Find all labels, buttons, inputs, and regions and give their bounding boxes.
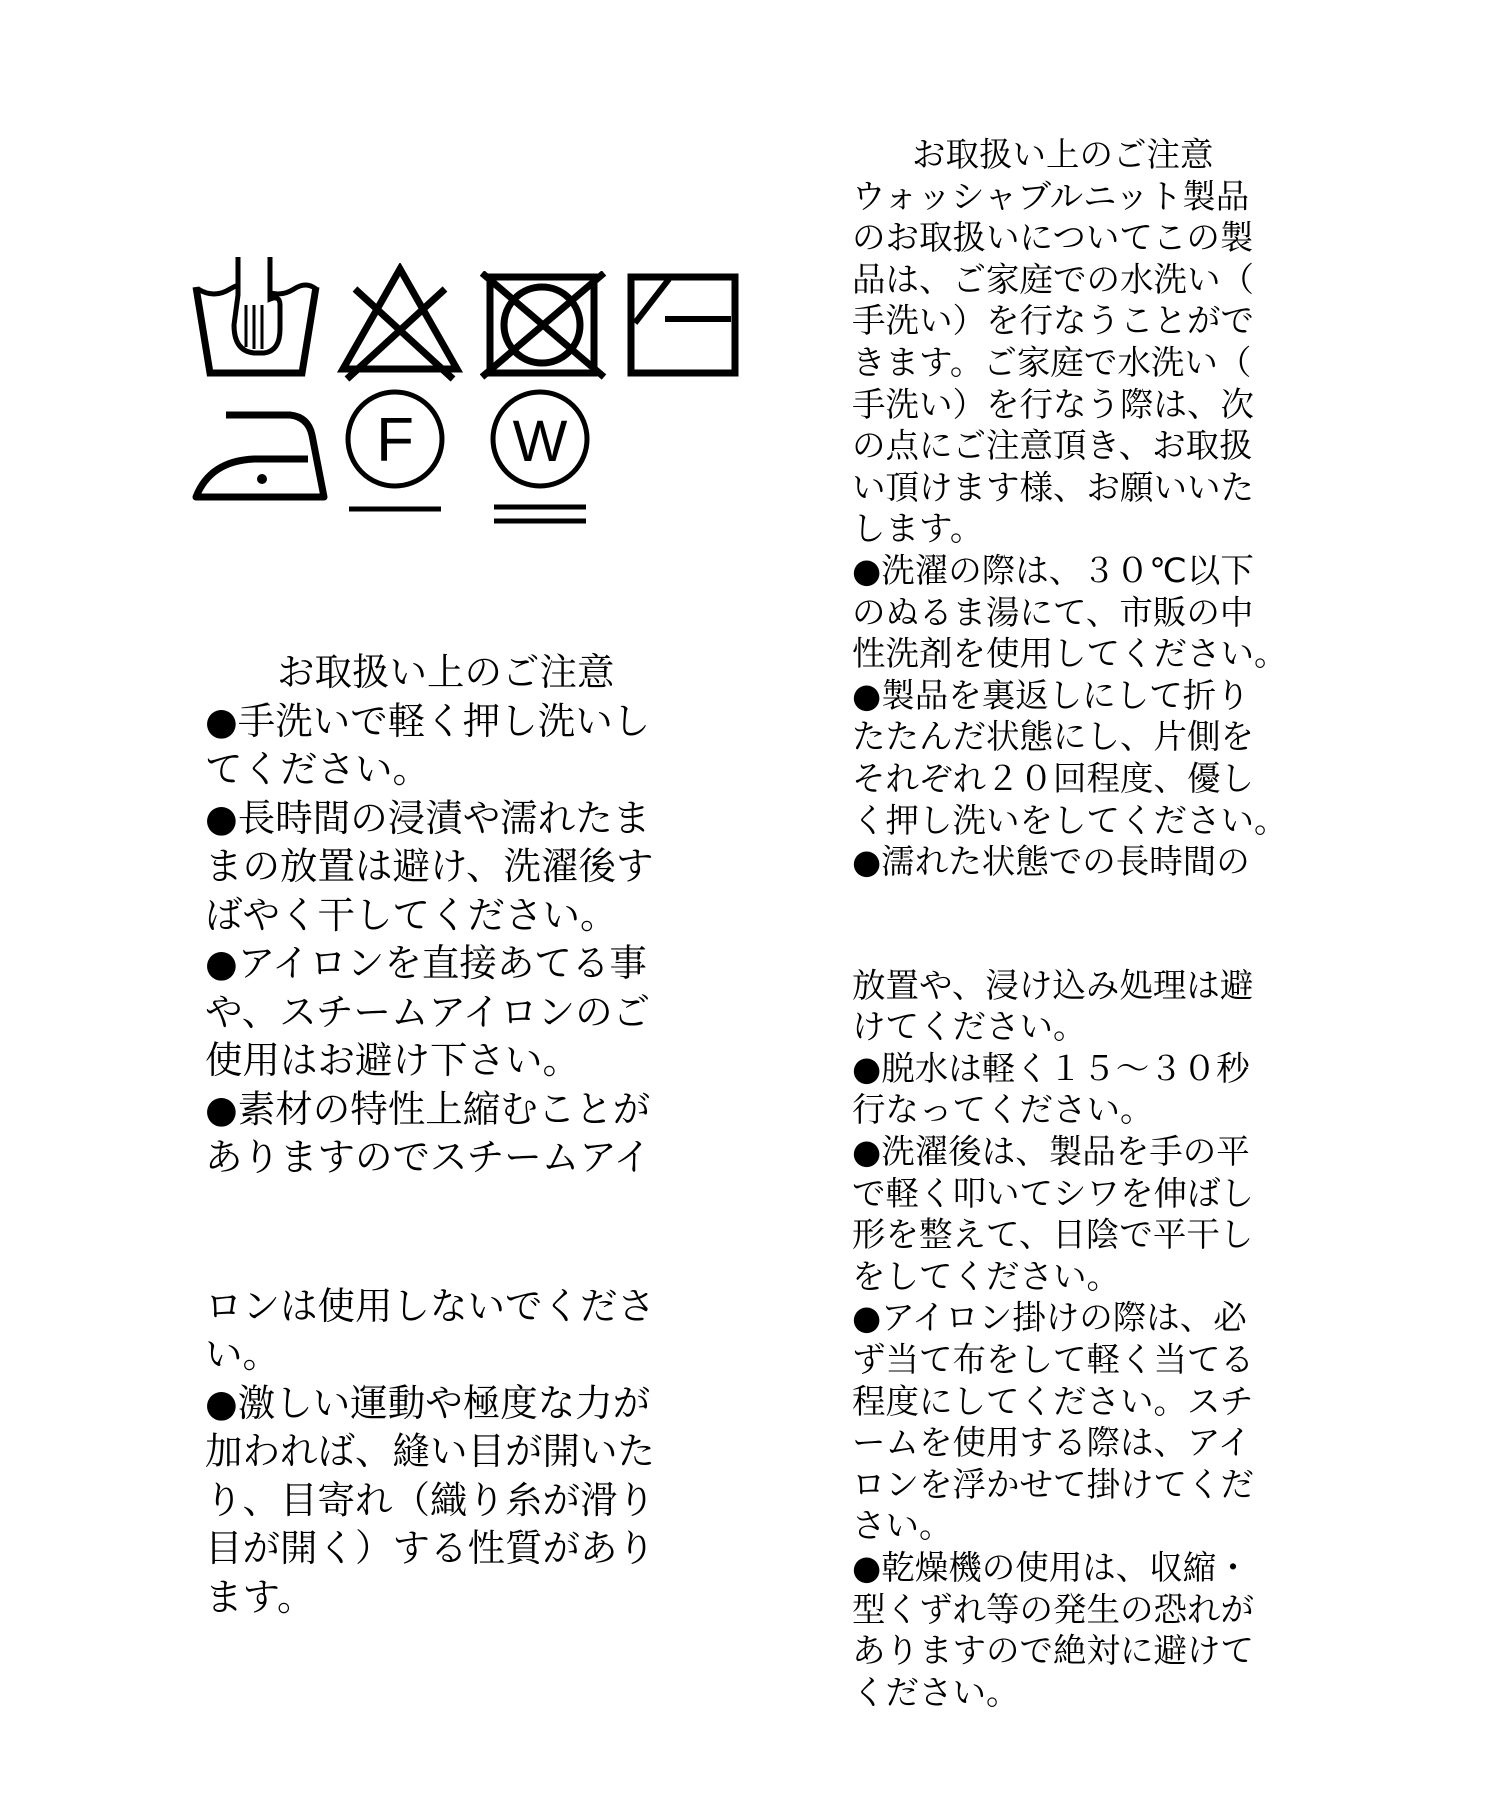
notice-line: で軽く叩いてシワを伸ばし [852, 1173, 1254, 1213]
notice-line: まの放置は避け、洗濯後す [205, 844, 654, 888]
notice-line: ●激しい運動や極度な力が [205, 1380, 651, 1425]
notice-line: たたんだ状態にし、片側を [852, 717, 1254, 757]
notice-line: 程度にしてください。スチ [852, 1381, 1254, 1421]
notice-line: をしてください。 [852, 1256, 1120, 1296]
notice-line: ●洗濯の際は、３０℃以下 [852, 550, 1254, 590]
right-notice-block-1 [852, 176, 1322, 883]
dry-clean-f-icon [335, 385, 455, 515]
notice-line: ありますので絶対に避けて [852, 1631, 1254, 1671]
notice-line: ●アイロン掛けの際は、必 [852, 1298, 1247, 1338]
notice-line: や、スチームアイロンのご [205, 989, 651, 1034]
notice-line: けてください。 [852, 1007, 1087, 1047]
iron-low-icon [190, 405, 330, 505]
notice-line: ●脱水は軽く１５～３０秒 [852, 1048, 1250, 1088]
notice-line: ます。 [205, 1574, 315, 1619]
notice-line: 加われば、縫い目が開いた [205, 1429, 655, 1473]
notice-line: 手洗い）を行なう際は、次 [852, 384, 1254, 424]
hand-wash-icon [190, 255, 330, 385]
no-bleach-icon [335, 263, 465, 383]
left-notice-title: お取扱い上のご注意 [277, 650, 615, 694]
notice-line: ばやく干してください。 [205, 892, 618, 937]
notice-line: 手洗い）を行なうことがで [852, 301, 1254, 341]
notice-line: さい。 [852, 1506, 953, 1546]
notice-line: ロンを浮かせて掛けてくだ [852, 1464, 1254, 1504]
right-care-notice [852, 134, 1322, 1713]
wet-clean-w-icon [480, 385, 600, 530]
notice-line: 行なってください。 [852, 1090, 1154, 1130]
notice-line: のお取扱いについてこの製 [852, 218, 1254, 258]
notice-line: ●乾燥機の使用は、収縮・ [852, 1548, 1250, 1587]
notice-line: い。 [205, 1332, 280, 1376]
notice-line: 形を整えて、日陰で平干し [852, 1215, 1254, 1255]
notice-line: ●アイロンを直接あてる事 [205, 941, 647, 985]
right-notice-block-2 [852, 965, 1322, 1714]
notice-line: ありますのでスチームアイ [205, 1135, 651, 1179]
notice-line: きます。ご家庭で水洗い（ [852, 342, 1252, 382]
notice-line: のぬるま湯にて、市販の中 [852, 592, 1254, 632]
notice-line: ウォッシャブルニット製品 [852, 176, 1250, 216]
notice-line: 目が開く）する性質があり [205, 1526, 655, 1570]
notice-line: ●手洗いで軽く押し洗いし [205, 698, 651, 743]
notice-line: それぞれ２０回程度、優し [852, 758, 1254, 798]
notice-line: ●洗濯後は、製品を手の平 [852, 1132, 1250, 1172]
notice-line: り、目寄れ（織り糸が滑り [205, 1477, 655, 1522]
notice-line: ず当て布をして軽く当てる [852, 1340, 1254, 1380]
care-symbols [190, 255, 750, 535]
notice-line: ●製品を裏返しにして折り [852, 675, 1250, 715]
notice-line: い頂けます様、お願いいた [852, 467, 1254, 507]
notice-line: ロンは使用しないでくださ [205, 1283, 655, 1328]
right-notice-title: お取扱い上のご注意 [912, 135, 1214, 174]
notice-line: ●濡れた状態での長時間の [852, 842, 1250, 882]
notice-line: 品は、ご家庭での水洗い（ [852, 259, 1254, 299]
no-tumble-dry-icon [480, 271, 610, 381]
left-notice-block-1 [205, 697, 740, 1182]
notice-line: 使用はお避け下さい。 [205, 1038, 580, 1082]
notice-line: く押し洗いをしてください。 [852, 800, 1288, 840]
line-dry-icon [625, 271, 745, 381]
notice-line: ください。 [852, 1672, 1020, 1712]
notice-line: します。 [852, 509, 984, 549]
left-care-notice [205, 648, 740, 1621]
dry-clean-f-letter: F [376, 406, 414, 475]
notice-line: ●長時間の浸漬や濡れたま [205, 795, 651, 840]
left-notice-block-2 [205, 1282, 740, 1622]
notice-line: 型くずれ等の発生の恐れが [852, 1589, 1254, 1629]
notice-line: 性洗剤を使用してください。 [852, 634, 1288, 674]
notice-line: てください。 [205, 747, 430, 791]
notice-line: ●素材の特性上縮むことが [205, 1086, 651, 1131]
notice-line: ームを使用する際は、アイ [852, 1423, 1251, 1463]
notice-line: の点にご注意頂き、お取扱 [852, 426, 1253, 466]
wet-clean-w-letter: W [512, 409, 568, 474]
notice-line: 放置や、浸け込み処理は避 [852, 965, 1254, 1005]
